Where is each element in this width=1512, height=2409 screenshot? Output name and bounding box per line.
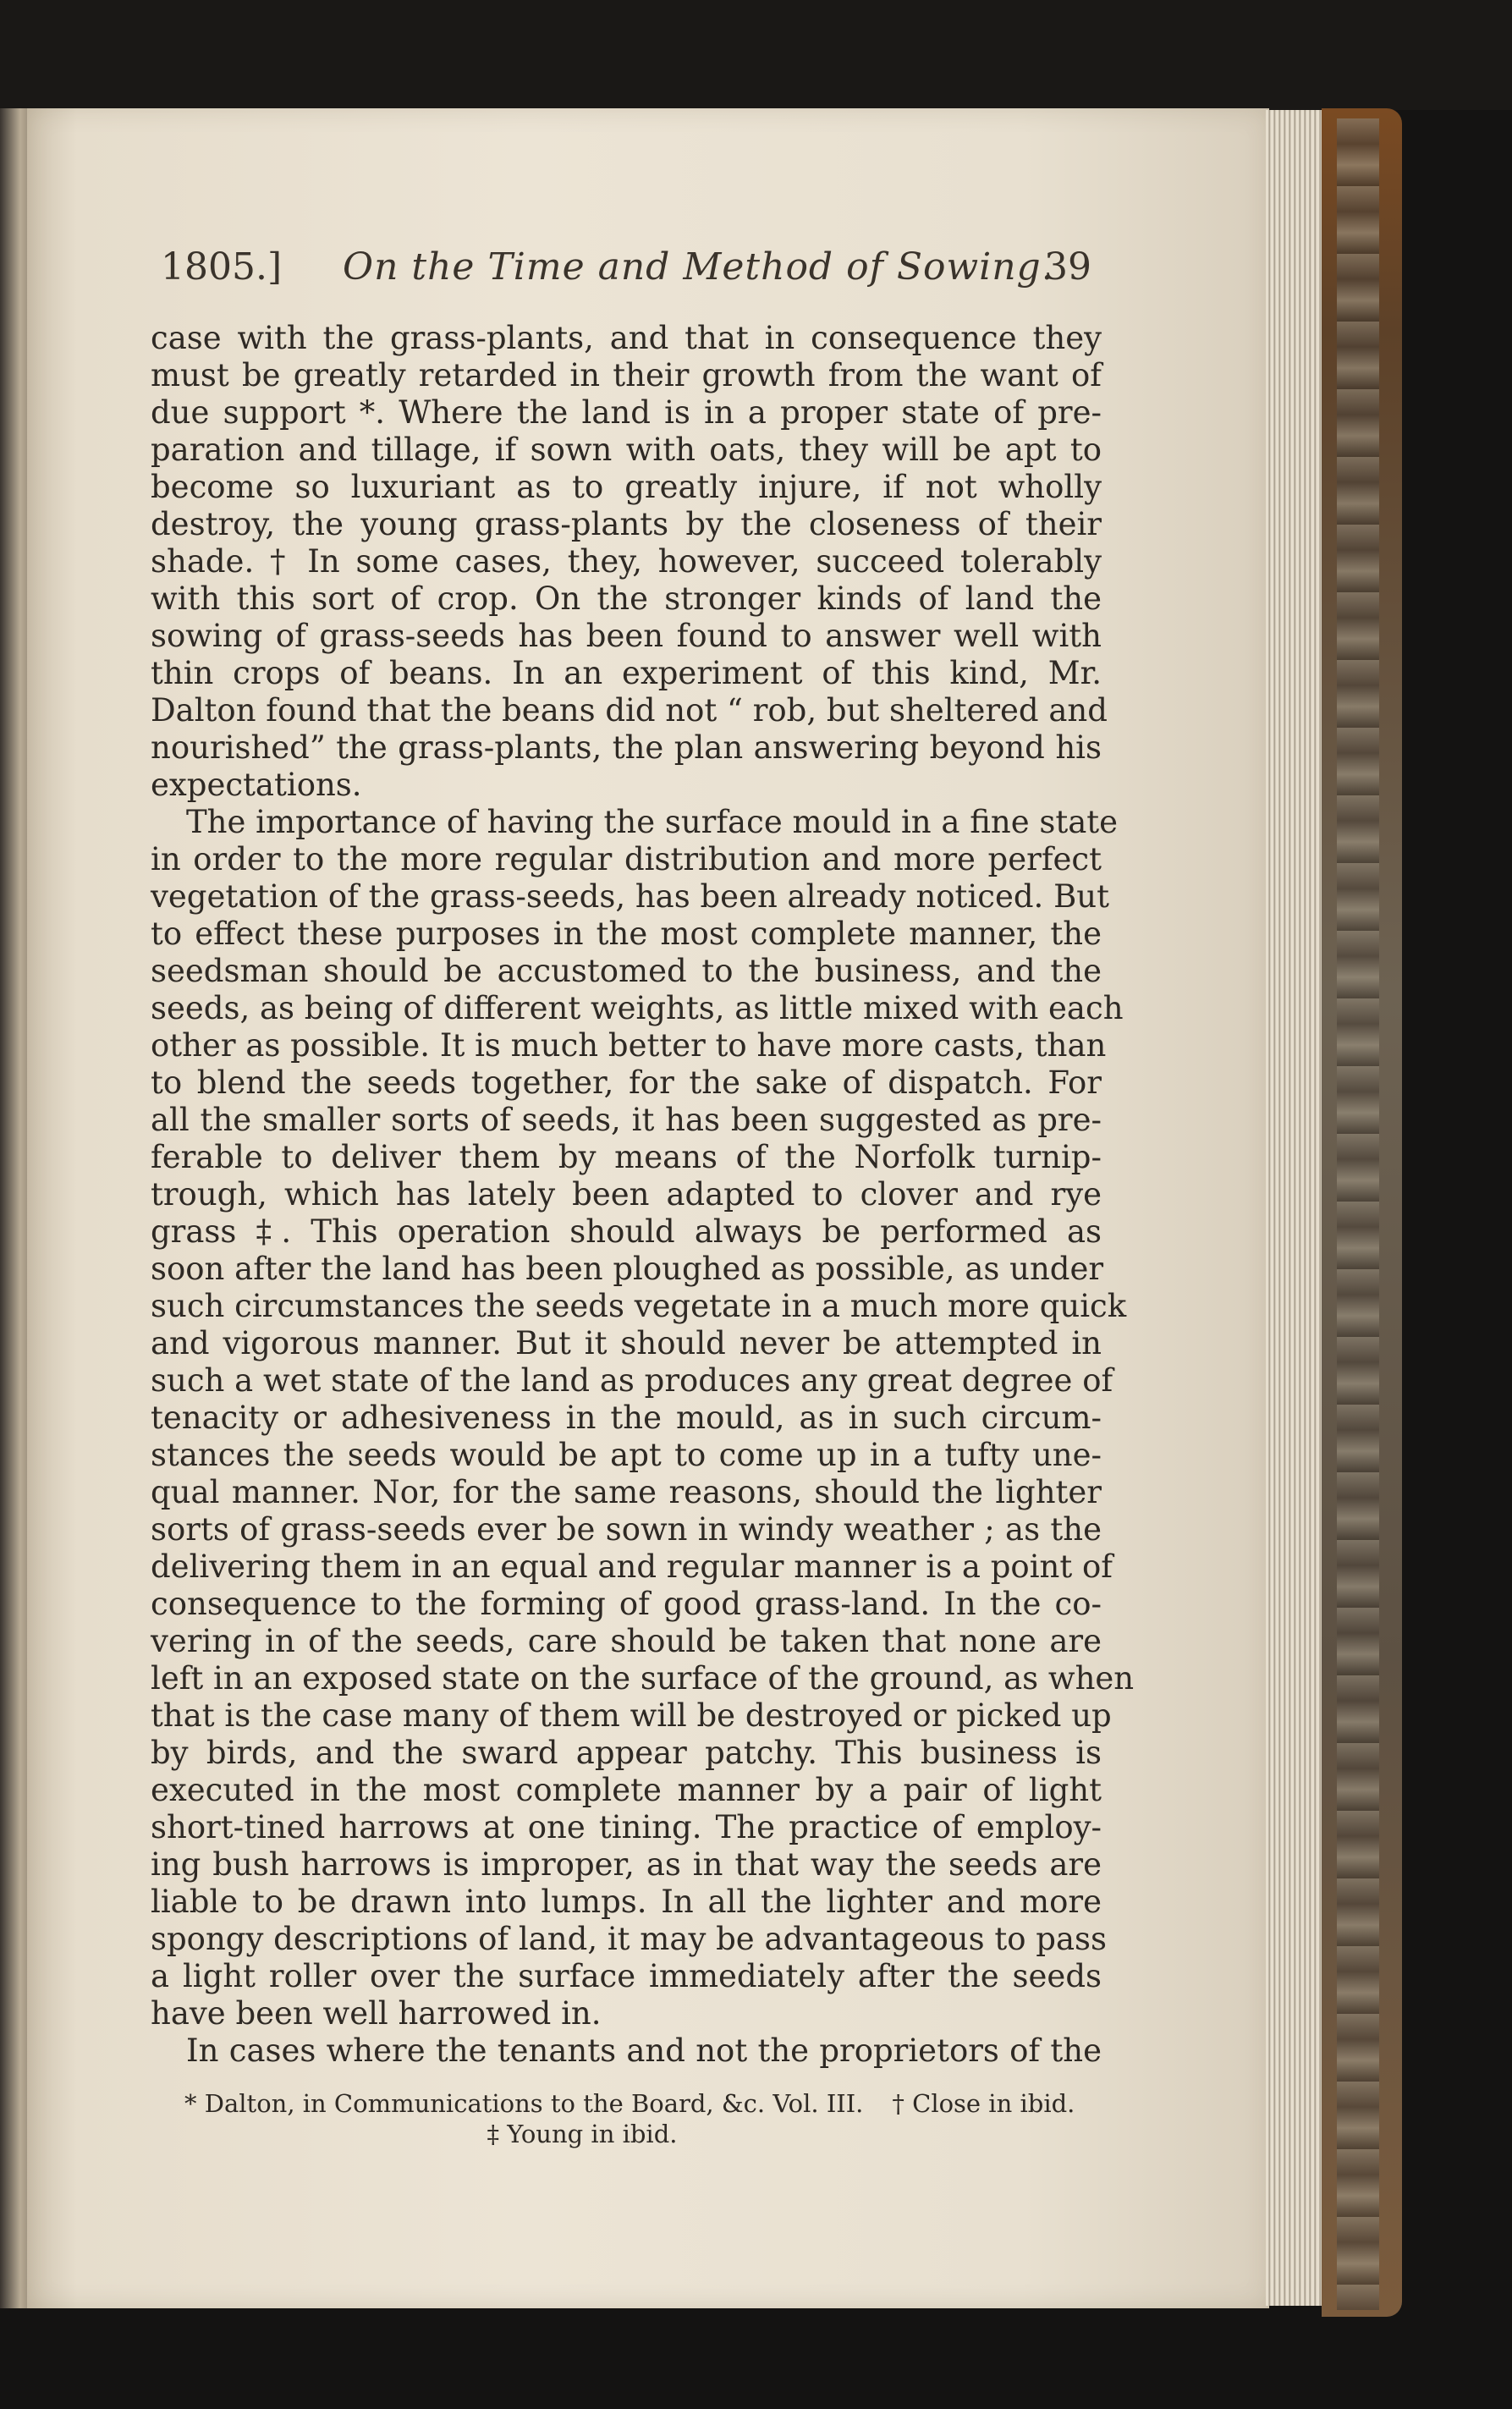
text-line: left in an exposed state on the surface of the ground, as when: [151, 1660, 1135, 1697]
text-line: short-tined harrows at one tining. The practice of employ-: [151, 1809, 1102, 1845]
text-line: have been well harrowed in.: [151, 1995, 602, 2032]
text-line: to blend the seeds together, for the sake of dispatch. For: [151, 1064, 1102, 1101]
page-number: 39: [1044, 245, 1091, 289]
text-line: expectations.: [151, 767, 362, 803]
text-line: destroy, the young grass-plants by the closeness of their: [151, 506, 1102, 542]
text-line: nourished” the grass-plants, the plan answering beyond his: [151, 729, 1102, 766]
text-line: all the smaller sorts of seeds, it has been suggested as pre-: [151, 1102, 1102, 1138]
text-line: soon after the land has been ploughed as possible, as under: [151, 1251, 1104, 1287]
text-line: sowing of grass-seeds has been found to answer well with: [151, 618, 1102, 654]
footnote-row: [184, 2088, 1081, 2119]
text-line: delivering them in an equal and regular manner is a point of: [151, 1548, 1113, 1585]
text-line: become so luxuriant as to greatly injure, if not wholly: [151, 469, 1102, 505]
text-line: vering in of the seeds, care should be taken that none are: [151, 1623, 1102, 1659]
text-line: paration and tillage, if sown with oats, they will be apt to: [151, 432, 1102, 468]
paragraph-start-line: In cases where the tenants and not the proprietors of the: [186, 2032, 1102, 2069]
footnotes: [184, 2088, 1081, 2149]
cover-texture: [1337, 118, 1379, 2310]
page-edges-stack: [1266, 110, 1325, 2306]
text-line: trough, which has lately been adapted to clover and rye: [151, 1176, 1102, 1213]
text-line: that is the case many of them will be destroyed or picked up: [151, 1697, 1112, 1734]
top-shadow: [0, 0, 1512, 110]
text-line: executed in the most complete manner by a pair of light: [151, 1772, 1102, 1808]
text-line: thin crops of beans. In an experiment of this kind, Mr.: [151, 655, 1102, 691]
footnote-close: † Close in ibid.: [892, 2089, 1075, 2118]
text-line: must be greatly retarded in their growth from the want of: [151, 357, 1102, 393]
text-line: seeds, as being of different weights, as little mixed with each: [151, 990, 1124, 1026]
text-line: stances the seeds would be apt to come up in a tufty une-: [151, 1437, 1102, 1473]
text-line: liable to be drawn into lumps. In all the lighter and more: [151, 1884, 1102, 1920]
text-line: by birds, and the sward appear patchy. This business is: [151, 1735, 1102, 1771]
text-line: case with the grass-plants, and that in consequence they: [151, 320, 1102, 356]
text-line: shade. † In some cases, they, however, succeed tolerably: [151, 543, 1102, 580]
body-text: [151, 320, 1135, 2070]
footnote-young: ‡ Young in ibid.: [487, 2120, 678, 2148]
text-line: seedsman should be accustomed to the business, and the: [151, 953, 1102, 989]
text-line: other as possible. It is much better to have more casts, than: [151, 1027, 1107, 1064]
text-line: ing bush harrows is improper, as in that way the seeds are: [151, 1846, 1102, 1883]
text-line: with this sort of crop. On the stronger kinds of land the: [151, 580, 1102, 617]
text-line: tenacity or adhesiveness in the mould, as in such circum-: [151, 1400, 1102, 1436]
text-line: grass ‡. This operation should always be performed as: [151, 1213, 1102, 1250]
text-line: ferable to deliver them by means of the Norfolk turnip-: [151, 1139, 1102, 1175]
footnote-dalton: * Dalton, in Communications to the Board, &c. Vol. III.: [184, 2089, 864, 2118]
running-head: [161, 245, 1091, 296]
text-line: such circumstances the seeds vegetate in a much more quick: [151, 1288, 1127, 1324]
text-line: Dalton found that the beans did not “ rob, but sheltered and: [151, 692, 1108, 729]
paragraph-start-line: The importance of having the surface mould in a fine state: [186, 804, 1119, 840]
text-line: to effect these purposes in the most complete manner, the: [151, 916, 1102, 952]
running-head-year: 1805.]: [161, 245, 283, 289]
text-line: due support *. Where the land is in a proper state of pre-: [151, 394, 1102, 431]
running-head-title: On the Time and Method of Sowing.: [343, 245, 1054, 289]
text-line: spongy descriptions of land, it may be advantageous to pass: [151, 1921, 1107, 1957]
text-line: such a wet state of the land as produces any great degree of: [151, 1362, 1113, 1399]
text-line: qual manner. Nor, for the same reasons, should the lighter: [151, 1474, 1102, 1510]
text-line: and vigorous manner. But it should never be attempted in: [151, 1325, 1102, 1361]
text-line: consequence to the forming of good grass-land. In the co-: [151, 1586, 1102, 1622]
text-line: a light roller over the surface immediately after the seeds: [151, 1958, 1102, 1994]
text-line: sorts of grass-seeds ever be sown in windy weather ; as the: [151, 1511, 1102, 1548]
text-line: in order to the more regular distribution and more perfect: [151, 841, 1102, 877]
text-line: vegetation of the grass-seeds, has been already noticed. But: [151, 878, 1109, 915]
